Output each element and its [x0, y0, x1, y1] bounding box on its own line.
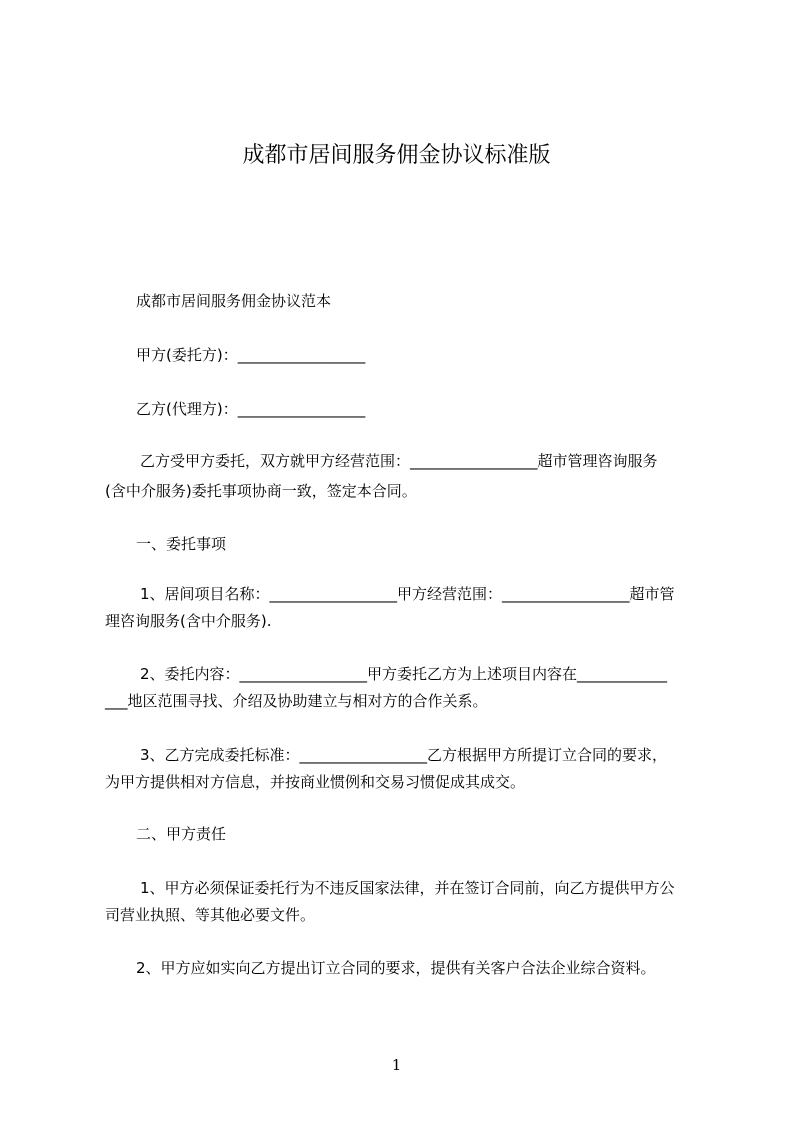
section-heading: 一、委托事项: [136, 535, 227, 553]
document-title: 成都市居间服务佣金协议标准版: [242, 143, 551, 168]
page-number: 1: [391, 1056, 402, 1074]
clause-line: 3、乙方完成委托标准：_________________乙方根据甲方所提订立合同的要求，: [140, 746, 668, 764]
intro-paragraph-line: (含中介服务)委托事项协商一致，签定本合同。: [105, 482, 417, 500]
clause-line: 2、委托内容：_________________甲方委托乙方为上述项目内容在____________: [140, 665, 668, 683]
party-b-line: 乙方(代理方)：_________________: [136, 400, 366, 418]
clause-line: 理咨询服务(含中介服务).: [105, 612, 272, 630]
clause-line: 为甲方提供相对方信息，并按商业惯例和交易习惯促成其成交。: [105, 773, 526, 791]
clause-line: 1、甲方必须保证委托行为不违反国家法律，并在签订合同前，向乙方提供甲方公: [140, 879, 675, 897]
section-heading: 二、甲方责任: [136, 825, 227, 843]
clause-line: 1、居间项目名称：_________________甲方经营范围：_________________超市管: [140, 585, 675, 603]
clause-line: ___地区范围寻找、介绍及协助建立与相对方的合作关系。: [105, 692, 488, 710]
intro-paragraph-line: 乙方受甲方委托，双方就甲方经营范围：_________________超市管理咨询服务: [140, 452, 658, 470]
clause-line: 2、甲方应如实向乙方提出订立合同的要求，提供有关客户合法企业综合资料。: [136, 959, 656, 977]
subtitle-line: 成都市居间服务佣金协议范本: [136, 292, 332, 310]
party-a-line: 甲方(委托方)：_________________: [136, 346, 366, 364]
clause-line: 司营业执照、等其他必要文件。: [105, 906, 316, 924]
